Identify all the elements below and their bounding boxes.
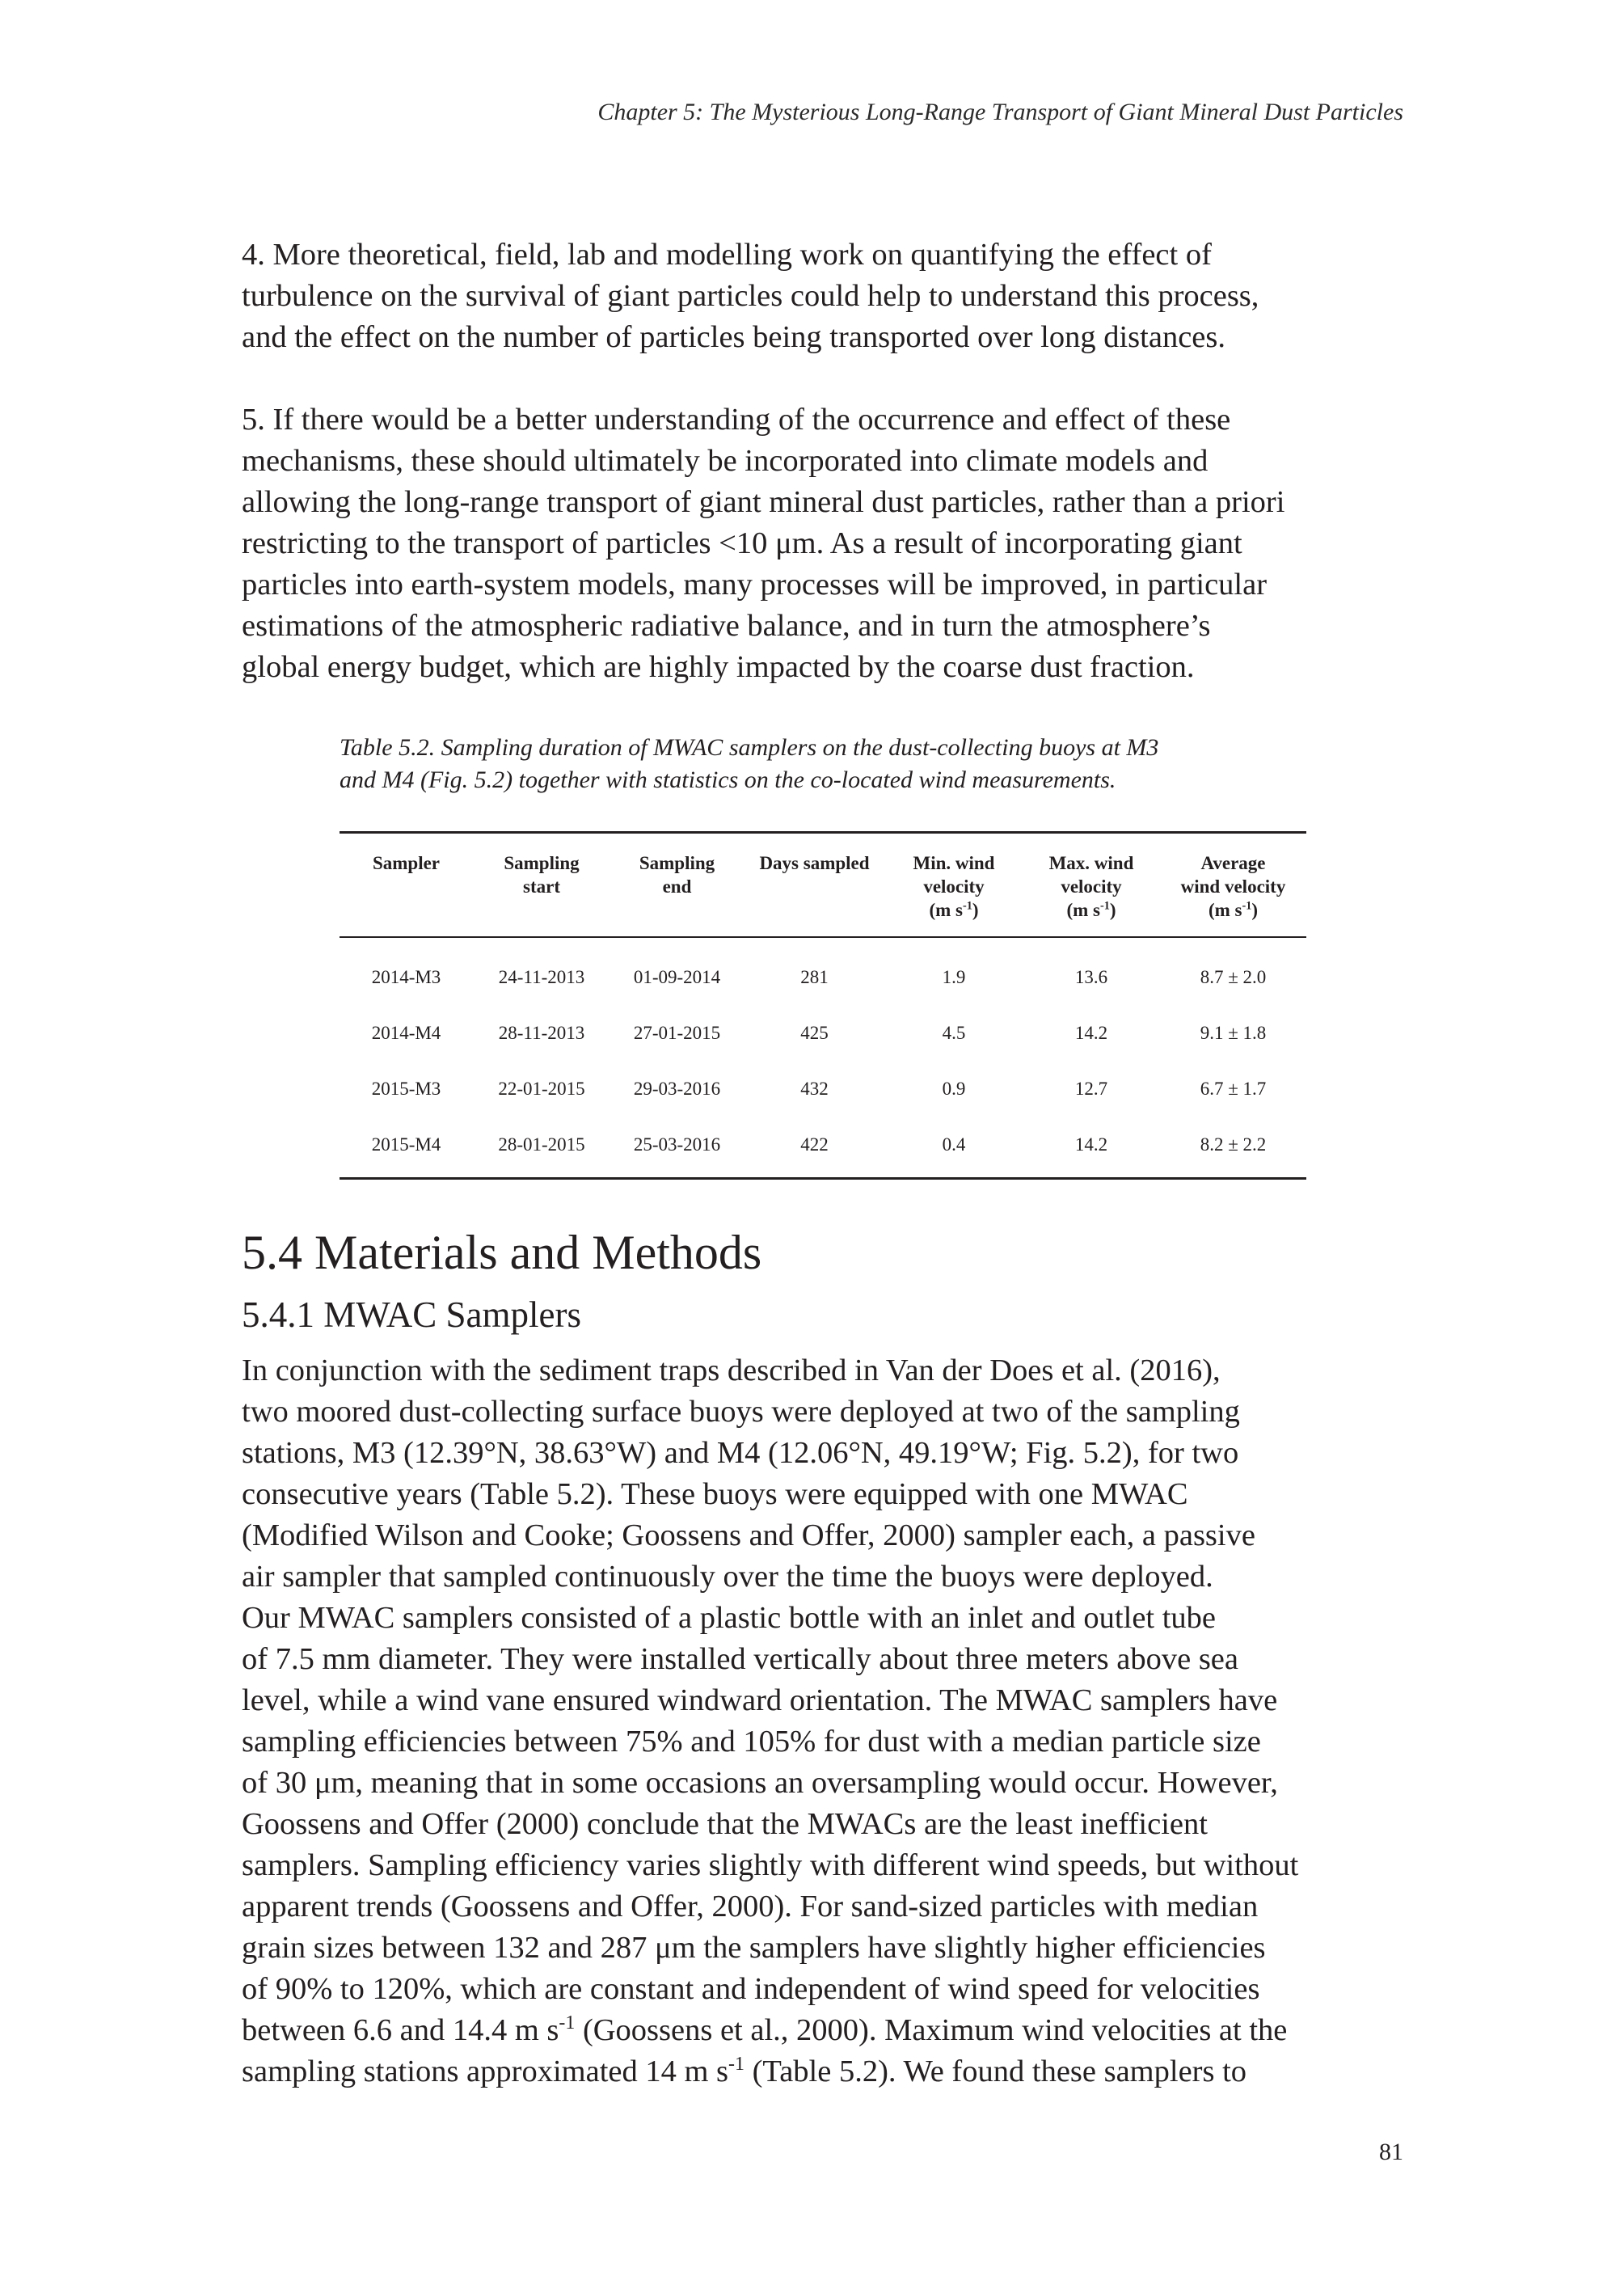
text-line: samplers. Sampling efficiency varies slightly with different wind speeds, but without <box>242 1848 1299 1882</box>
table-cell: 14.2 <box>1023 1117 1160 1179</box>
header-average-wind: Average wind velocity (m $s^{-1}$) <box>1160 833 1306 938</box>
header-sampler: Sampler <box>340 833 473 938</box>
text-line: particles into earth-system models, many processes will be improved, in particular <box>242 568 1268 602</box>
table-cell: 8.2 ± 2.2 <box>1160 1117 1306 1179</box>
text-line: mechanisms, these should ultimately be incorporated into climate models and <box>242 444 1209 478</box>
table-row <box>340 937 1306 1005</box>
table-row <box>340 1061 1306 1117</box>
table-cell: 281 <box>800 966 829 987</box>
text-line: Our MWAC samplers consisted of a plastic bottle with an inlet and outlet tube <box>242 1601 1217 1635</box>
text-line: of 90% to 120%, which are constant and independent of wind speed for velocities <box>242 1972 1260 2006</box>
text-line: In conjunction with the sediment traps described in Van der Does et al. (2016), <box>242 1353 1221 1387</box>
text-line: sampling efficiencies between 75% and 105% for dust with a median particle size <box>242 1725 1261 1759</box>
table-cell: 422 <box>744 1117 885 1179</box>
table-cell: 425 <box>800 1022 829 1043</box>
table-header-row <box>340 833 1306 938</box>
table-caption <box>340 732 1310 796</box>
text-line: grain sizes between 132 and 287 μm the samplers have slightly higher efficiencies <box>242 1931 1266 1965</box>
text-line: restricting to the transport of particles <10 μm. As a result of incorporating giant <box>242 526 1242 560</box>
text-line: turbulence on the survival of giant particles could help to understand this process, <box>242 279 1259 313</box>
text-line: 4. More theoretical, field, lab and modelling work on quantifying the effect of <box>242 238 1212 272</box>
text-line: Goossens and Offer (2000) conclude that the MWACs are the least inefficient <box>242 1807 1208 1841</box>
text-line: air sampler that sampled continuously over the time the buoys were deployed. <box>242 1560 1213 1594</box>
text-line: two moored dust-collecting surface buoys were deployed at two of the sampling <box>242 1395 1240 1429</box>
table-cell: 24-11-2013 <box>498 966 585 987</box>
text-line: apparent trends (Goossens and Offer, 2000). For sand-sized particles with median <box>242 1890 1259 1924</box>
table-cell: 2014-M4 <box>371 1022 441 1043</box>
table-row <box>340 1005 1306 1061</box>
text-line: sampling stations approximated 14 m $s^{-1}$ (Table 5.2). We found these samplers to <box>242 2054 1247 2088</box>
text-line: global energy budget, which are highly impacted by the coarse dust fraction. <box>242 650 1195 684</box>
table-cell: 27-01-2015 <box>633 1022 721 1043</box>
sampling-table <box>340 831 1306 1180</box>
body-paragraph <box>242 1350 1406 2092</box>
table-cell: 28-11-2013 <box>498 1022 585 1043</box>
table-row <box>340 1117 1306 1179</box>
text-line: of 7.5 mm diameter. They were installed vertically about three meters above sea <box>242 1642 1238 1676</box>
table-cell: 22-01-2015 <box>498 1078 585 1099</box>
table-cell: 29-03-2016 <box>633 1078 721 1099</box>
text-line: (Modified Wilson and Cooke; Goossens and Offer, 2000) sampler each, a passive <box>242 1518 1255 1552</box>
text-line: between 6.6 and 14.4 m $s^{-1}$ (Goossens et al., 2000). Maximum wind velocities at the <box>242 2012 1288 2047</box>
table-cell: 2015-M4 <box>340 1117 473 1179</box>
table-cell: 0.4 <box>885 1117 1023 1179</box>
text-line: estimations of the atmospheric radiative balance, and in turn the atmosphere’s <box>242 609 1211 643</box>
table-cell: 12.7 <box>1074 1078 1108 1099</box>
caption-line: and M4 (Fig. 5.2) together with statistics on the co-located wind measurements. <box>340 766 1116 793</box>
table-cell: 8.7 ± 2.0 <box>1200 966 1267 987</box>
text-line: stations, M3 (12.39°N, 38.63°W) and M4 (12.06°N, 49.19°W; Fig. 5.2), for two <box>242 1436 1239 1470</box>
page-number: 81 <box>1379 2139 1403 2165</box>
table-cell: 01-09-2014 <box>633 966 721 987</box>
table-cell: 1.9 <box>942 966 966 987</box>
table-cell: 25-03-2016 <box>610 1117 744 1179</box>
paragraph-5 <box>242 399 1406 688</box>
table-cell: 2015-M3 <box>371 1078 441 1099</box>
text-line: of 30 μm, meaning that in some occasions an oversampling would occur. However, <box>242 1766 1278 1800</box>
header-max-wind: Max. wind velocity (m $s^{-1}$) <box>1023 833 1160 938</box>
header-days-sampled: Days sampled <box>744 833 885 938</box>
text-line: and the effect on the number of particles being transported over long distances. <box>242 320 1225 354</box>
paragraph-4 <box>242 234 1406 358</box>
header-sampling-end: Sampling end <box>610 833 744 938</box>
table-cell: 28-01-2015 <box>473 1117 610 1179</box>
table-cell: 2014-M3 <box>371 966 441 987</box>
table-cell: 432 <box>800 1078 829 1099</box>
table-cell: 14.2 <box>1074 1022 1108 1043</box>
text-line: consecutive years (Table 5.2). These buoys were equipped with one MWAC <box>242 1477 1188 1511</box>
table-cell: 0.9 <box>942 1078 966 1099</box>
header-min-wind: Min. wind velocity (m $s^{-1}$) <box>885 833 1023 938</box>
table-cell: 4.5 <box>942 1022 966 1043</box>
text-line: 5. If there would be a better understanding of the occurrence and effect of these <box>242 403 1231 437</box>
section-heading: 5.4 Materials and Methods <box>242 1226 762 1279</box>
table-cell: 9.1 ± 1.8 <box>1200 1022 1267 1043</box>
table-cell: 6.7 ± 1.7 <box>1200 1078 1267 1099</box>
caption-line: Table 5.2. Sampling duration of MWAC samplers on the dust-collecting buoys at M3 <box>340 734 1159 761</box>
header-sampling-start: Sampling start <box>473 833 610 938</box>
text-line: level, while a wind vane ensured windward orientation. The MWAC samplers have <box>242 1683 1278 1717</box>
running-header: Chapter 5: The Mysterious Long-Range Transport of Giant Mineral Dust Particles <box>597 99 1403 125</box>
subsection-heading: 5.4.1 MWAC Samplers <box>242 1294 581 1335</box>
table-cell: 13.6 <box>1074 966 1108 987</box>
text-line: allowing the long-range transport of giant mineral dust particles, rather than a priori <box>242 485 1285 519</box>
